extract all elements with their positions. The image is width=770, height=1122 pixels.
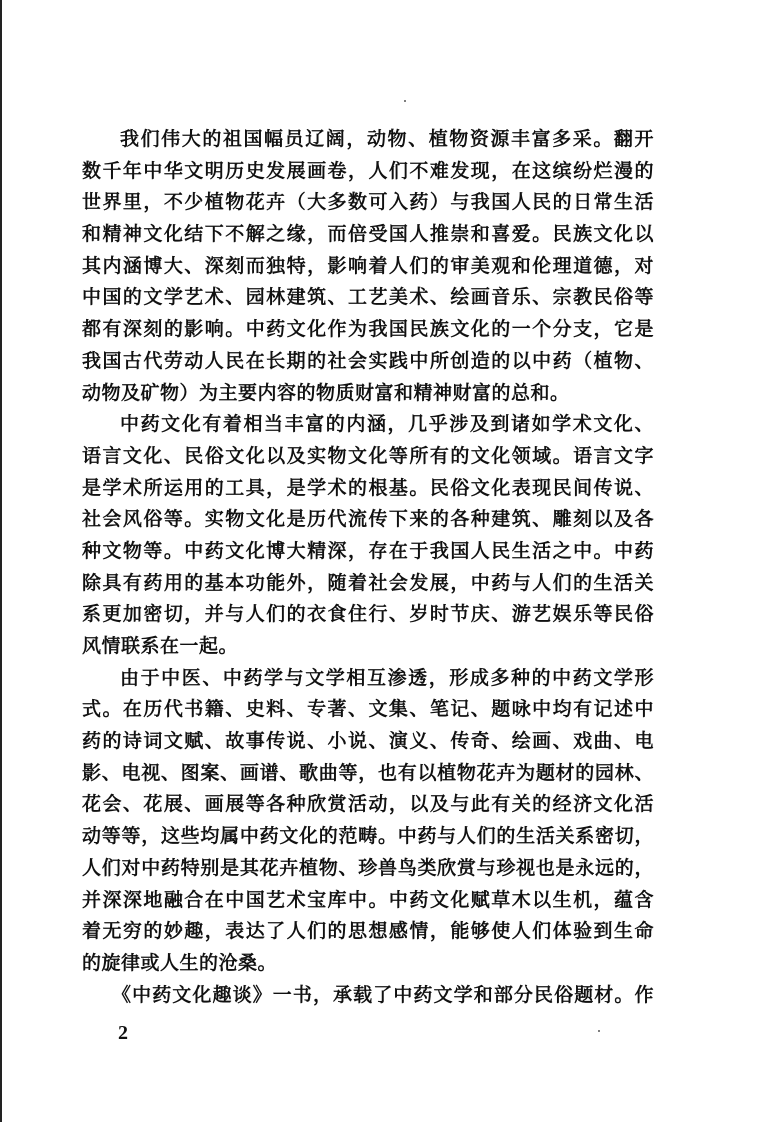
text-line: 的旋律或人生的沧桑。 [82, 951, 278, 974]
text-line: 其内涵博大、深刻而独特，影响着人们的审美观和伦理道德，对 [82, 254, 654, 277]
text-line: 动物及矿物）为主要内容的物质财富和精神财富的总和。 [82, 381, 570, 404]
paragraph-2 [82, 409, 654, 663]
text-line: 并深深地融合在中国艺术宝库中。中药文化赋草木以生机，蕴含 [82, 888, 654, 911]
text-line: 影、电视、图案、画谱、歌曲等，也有以植物花卉为题材的园林、 [82, 761, 654, 784]
text-line: 中国的文学艺术、园林建筑、工艺美术、绘画音乐、宗教民俗等 [82, 286, 654, 309]
text-line: 是学术所运用的工具，是学术的根基。民俗文化表现民间传说、 [82, 476, 654, 499]
page-body [82, 124, 654, 1011]
text-line: 动等等，这些均属中药文化的范畴。中药与人们的生活关系密切， [82, 825, 654, 848]
text-line: 人们对中药特别是其花卉植物、珍兽鸟类欣赏与珍视也是永远的， [82, 856, 654, 879]
text-line: 除具有药用的基本功能外，随着社会发展，中药与人们的生活关 [82, 571, 654, 594]
paragraph-4 [82, 980, 654, 1012]
text-line: 由于中医、中药学与文学相互渗透，形成多种的中药文学形 [120, 666, 654, 689]
text-line: 药的诗词文赋、故事传说、小说、演义、传奇、绘画、戏曲、电 [82, 730, 654, 753]
text-line: 和精神文化结下不解之缘，而倍受国人推崇和喜爱。民族文化以 [82, 223, 654, 246]
text-line: 中药文化有着相当丰富的内涵，几乎涉及到诸如学术文化、 [120, 413, 654, 436]
text-line: 我们伟大的祖国幅员辽阔，动物、植物资源丰富多采。翻开 [120, 128, 654, 150]
paragraph-3 [82, 663, 654, 980]
text-line: 世界里，不少植物花卉（大多数可入药）与我国人民的日常生活 [82, 191, 654, 214]
paragraph-1 [82, 124, 654, 409]
text-line: 语言文化、民俗文化以及实物文化等所有的文化领域。语言文字 [82, 444, 654, 467]
text-line: 种文物等。中药文化博大精深，存在于我国人民生活之中。中药 [82, 539, 654, 562]
text-line: 都有深刻的影响。中药文化作为我国民族文化的一个分支，它是 [82, 318, 654, 341]
text-line: 数千年中华文明历史发展画卷，人们不难发现，在这缤纷烂漫的 [82, 159, 654, 182]
scan-speck [404, 100, 406, 102]
text-line: 社会风俗等。实物文化是历代流传下来的各种建筑、雕刻以及各 [82, 508, 654, 531]
page-number: 2 [118, 1022, 128, 1044]
text-line: 系更加密切，并与人们的衣食住行、岁时节庆、游艺娱乐等民俗 [82, 603, 654, 626]
scan-speck [598, 1030, 600, 1032]
text-line: 我国古代劳动人民在长期的社会实践中所创造的以中药（植物、 [82, 349, 654, 372]
scan-left-edge [0, 0, 2, 1122]
text-line: 着无穷的妙趣，表达了人们的思想感情，能够使人们体验到生命 [82, 920, 654, 943]
text-line: 风情联系在一起。 [82, 635, 239, 657]
text-line: 式。在历代书籍、史料、专著、文集、笔记、题咏中均有记述中 [82, 698, 654, 721]
text-line: 花会、花展、画展等各种欣赏活动，以及与此有关的经济文化活 [82, 793, 654, 816]
text-line: 《中药文化趣谈》一书，承载了中药文学和部分民俗题材。作 [112, 983, 654, 1006]
